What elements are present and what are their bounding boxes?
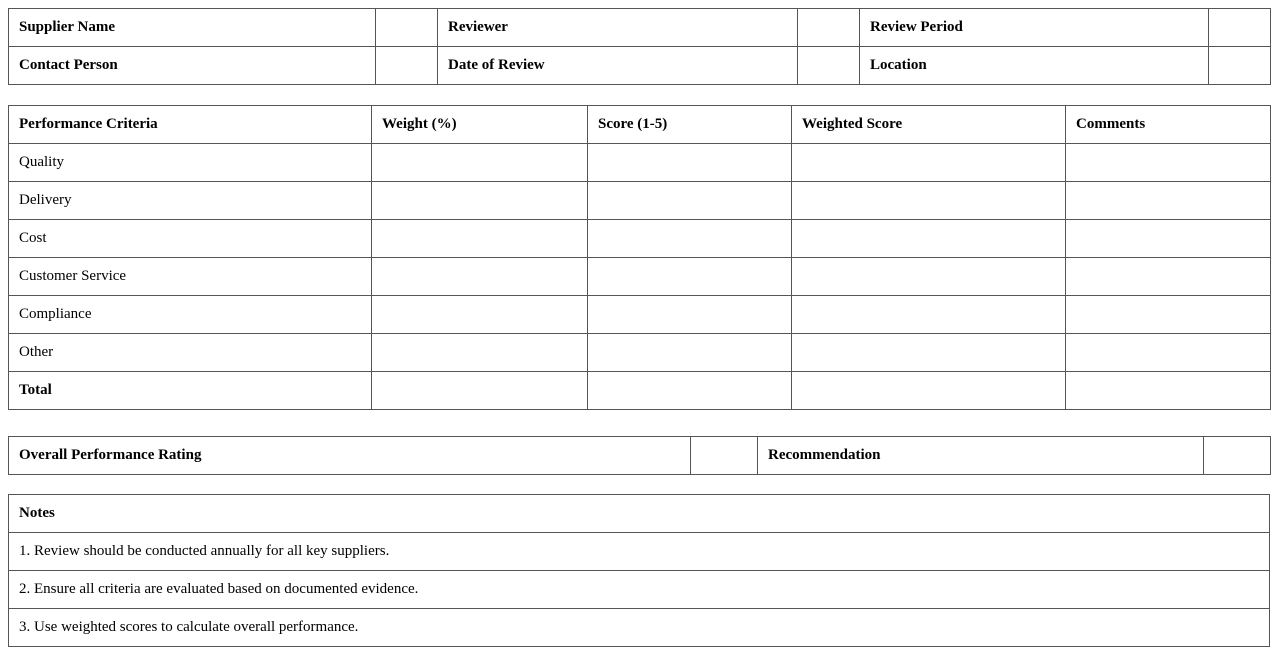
contact-person-value[interactable] [376, 47, 438, 85]
total-weight-cell[interactable] [372, 372, 588, 410]
criteria-header-performance: Performance Criteria [9, 106, 372, 144]
location-value[interactable] [1209, 47, 1271, 85]
table-row [9, 334, 1271, 372]
rating-row [9, 437, 1271, 475]
weight-cell[interactable] [372, 182, 588, 220]
info-row [9, 47, 1271, 85]
table-row [9, 144, 1271, 182]
total-comments-cell[interactable] [1066, 372, 1271, 410]
weight-cell[interactable] [372, 334, 588, 372]
review-period-label: Review Period [860, 9, 1209, 47]
recommendation-value[interactable] [1204, 437, 1271, 475]
table-row [9, 182, 1271, 220]
reviewer-label: Reviewer [438, 9, 798, 47]
weight-cell[interactable] [372, 296, 588, 334]
criteria-label-cost: Cost [9, 220, 372, 258]
date-of-review-label: Date of Review [438, 47, 798, 85]
overall-performance-rating-label: Overall Performance Rating [9, 437, 691, 475]
contact-person-label: Contact Person [9, 47, 376, 85]
comments-cell[interactable] [1066, 296, 1271, 334]
supplier-name-value[interactable] [376, 9, 438, 47]
criteria-header-weighted-score: Weighted Score [792, 106, 1066, 144]
table-row [9, 296, 1271, 334]
total-score-cell[interactable] [588, 372, 792, 410]
table-row [9, 258, 1271, 296]
note-item: 3. Use weighted scores to calculate overall performance. [9, 609, 1270, 647]
info-row [9, 9, 1271, 47]
supplier-name-label: Supplier Name [9, 9, 376, 47]
review-period-value[interactable] [1209, 9, 1271, 47]
criteria-label-compliance: Compliance [9, 296, 372, 334]
list-item [9, 571, 1270, 609]
overall-performance-rating-value[interactable] [691, 437, 758, 475]
list-item [9, 533, 1270, 571]
note-item: 1. Review should be conducted annually for all key suppliers. [9, 533, 1270, 571]
comments-cell[interactable] [1066, 182, 1271, 220]
score-cell[interactable] [588, 182, 792, 220]
comments-cell[interactable] [1066, 334, 1271, 372]
criteria-header-row [9, 106, 1271, 144]
comments-cell[interactable] [1066, 144, 1271, 182]
weight-cell[interactable] [372, 144, 588, 182]
criteria-label-delivery: Delivery [9, 182, 372, 220]
total-row [9, 372, 1271, 410]
criteria-header-score: Score (1-5) [588, 106, 792, 144]
score-cell[interactable] [588, 258, 792, 296]
weighted-score-cell[interactable] [792, 220, 1066, 258]
rating-table [8, 436, 1271, 475]
weighted-score-cell[interactable] [792, 296, 1066, 334]
score-cell[interactable] [588, 144, 792, 182]
score-cell[interactable] [588, 334, 792, 372]
recommendation-label: Recommendation [758, 437, 1204, 475]
weight-cell[interactable] [372, 220, 588, 258]
notes-table [8, 494, 1270, 647]
date-of-review-value[interactable] [798, 47, 860, 85]
weighted-score-cell[interactable] [792, 144, 1066, 182]
supplier-info-table [8, 8, 1271, 85]
weighted-score-cell[interactable] [792, 182, 1066, 220]
weighted-score-cell[interactable] [792, 334, 1066, 372]
score-cell[interactable] [588, 220, 792, 258]
weight-cell[interactable] [372, 258, 588, 296]
comments-cell[interactable] [1066, 220, 1271, 258]
performance-criteria-table [8, 105, 1271, 410]
criteria-label-other: Other [9, 334, 372, 372]
criteria-label-quality: Quality [9, 144, 372, 182]
score-cell[interactable] [588, 296, 792, 334]
comments-cell[interactable] [1066, 258, 1271, 296]
location-label: Location [860, 47, 1209, 85]
note-item: 2. Ensure all criteria are evaluated based on documented evidence. [9, 571, 1270, 609]
notes-title: Notes [9, 495, 1270, 533]
reviewer-value[interactable] [798, 9, 860, 47]
total-label: Total [9, 372, 372, 410]
total-weighted-score-cell[interactable] [792, 372, 1066, 410]
criteria-header-comments: Comments [1066, 106, 1271, 144]
table-row [9, 220, 1271, 258]
criteria-label-customer-service: Customer Service [9, 258, 372, 296]
weighted-score-cell[interactable] [792, 258, 1066, 296]
notes-header-row [9, 495, 1270, 533]
list-item [9, 609, 1270, 647]
criteria-header-weight: Weight (%) [372, 106, 588, 144]
